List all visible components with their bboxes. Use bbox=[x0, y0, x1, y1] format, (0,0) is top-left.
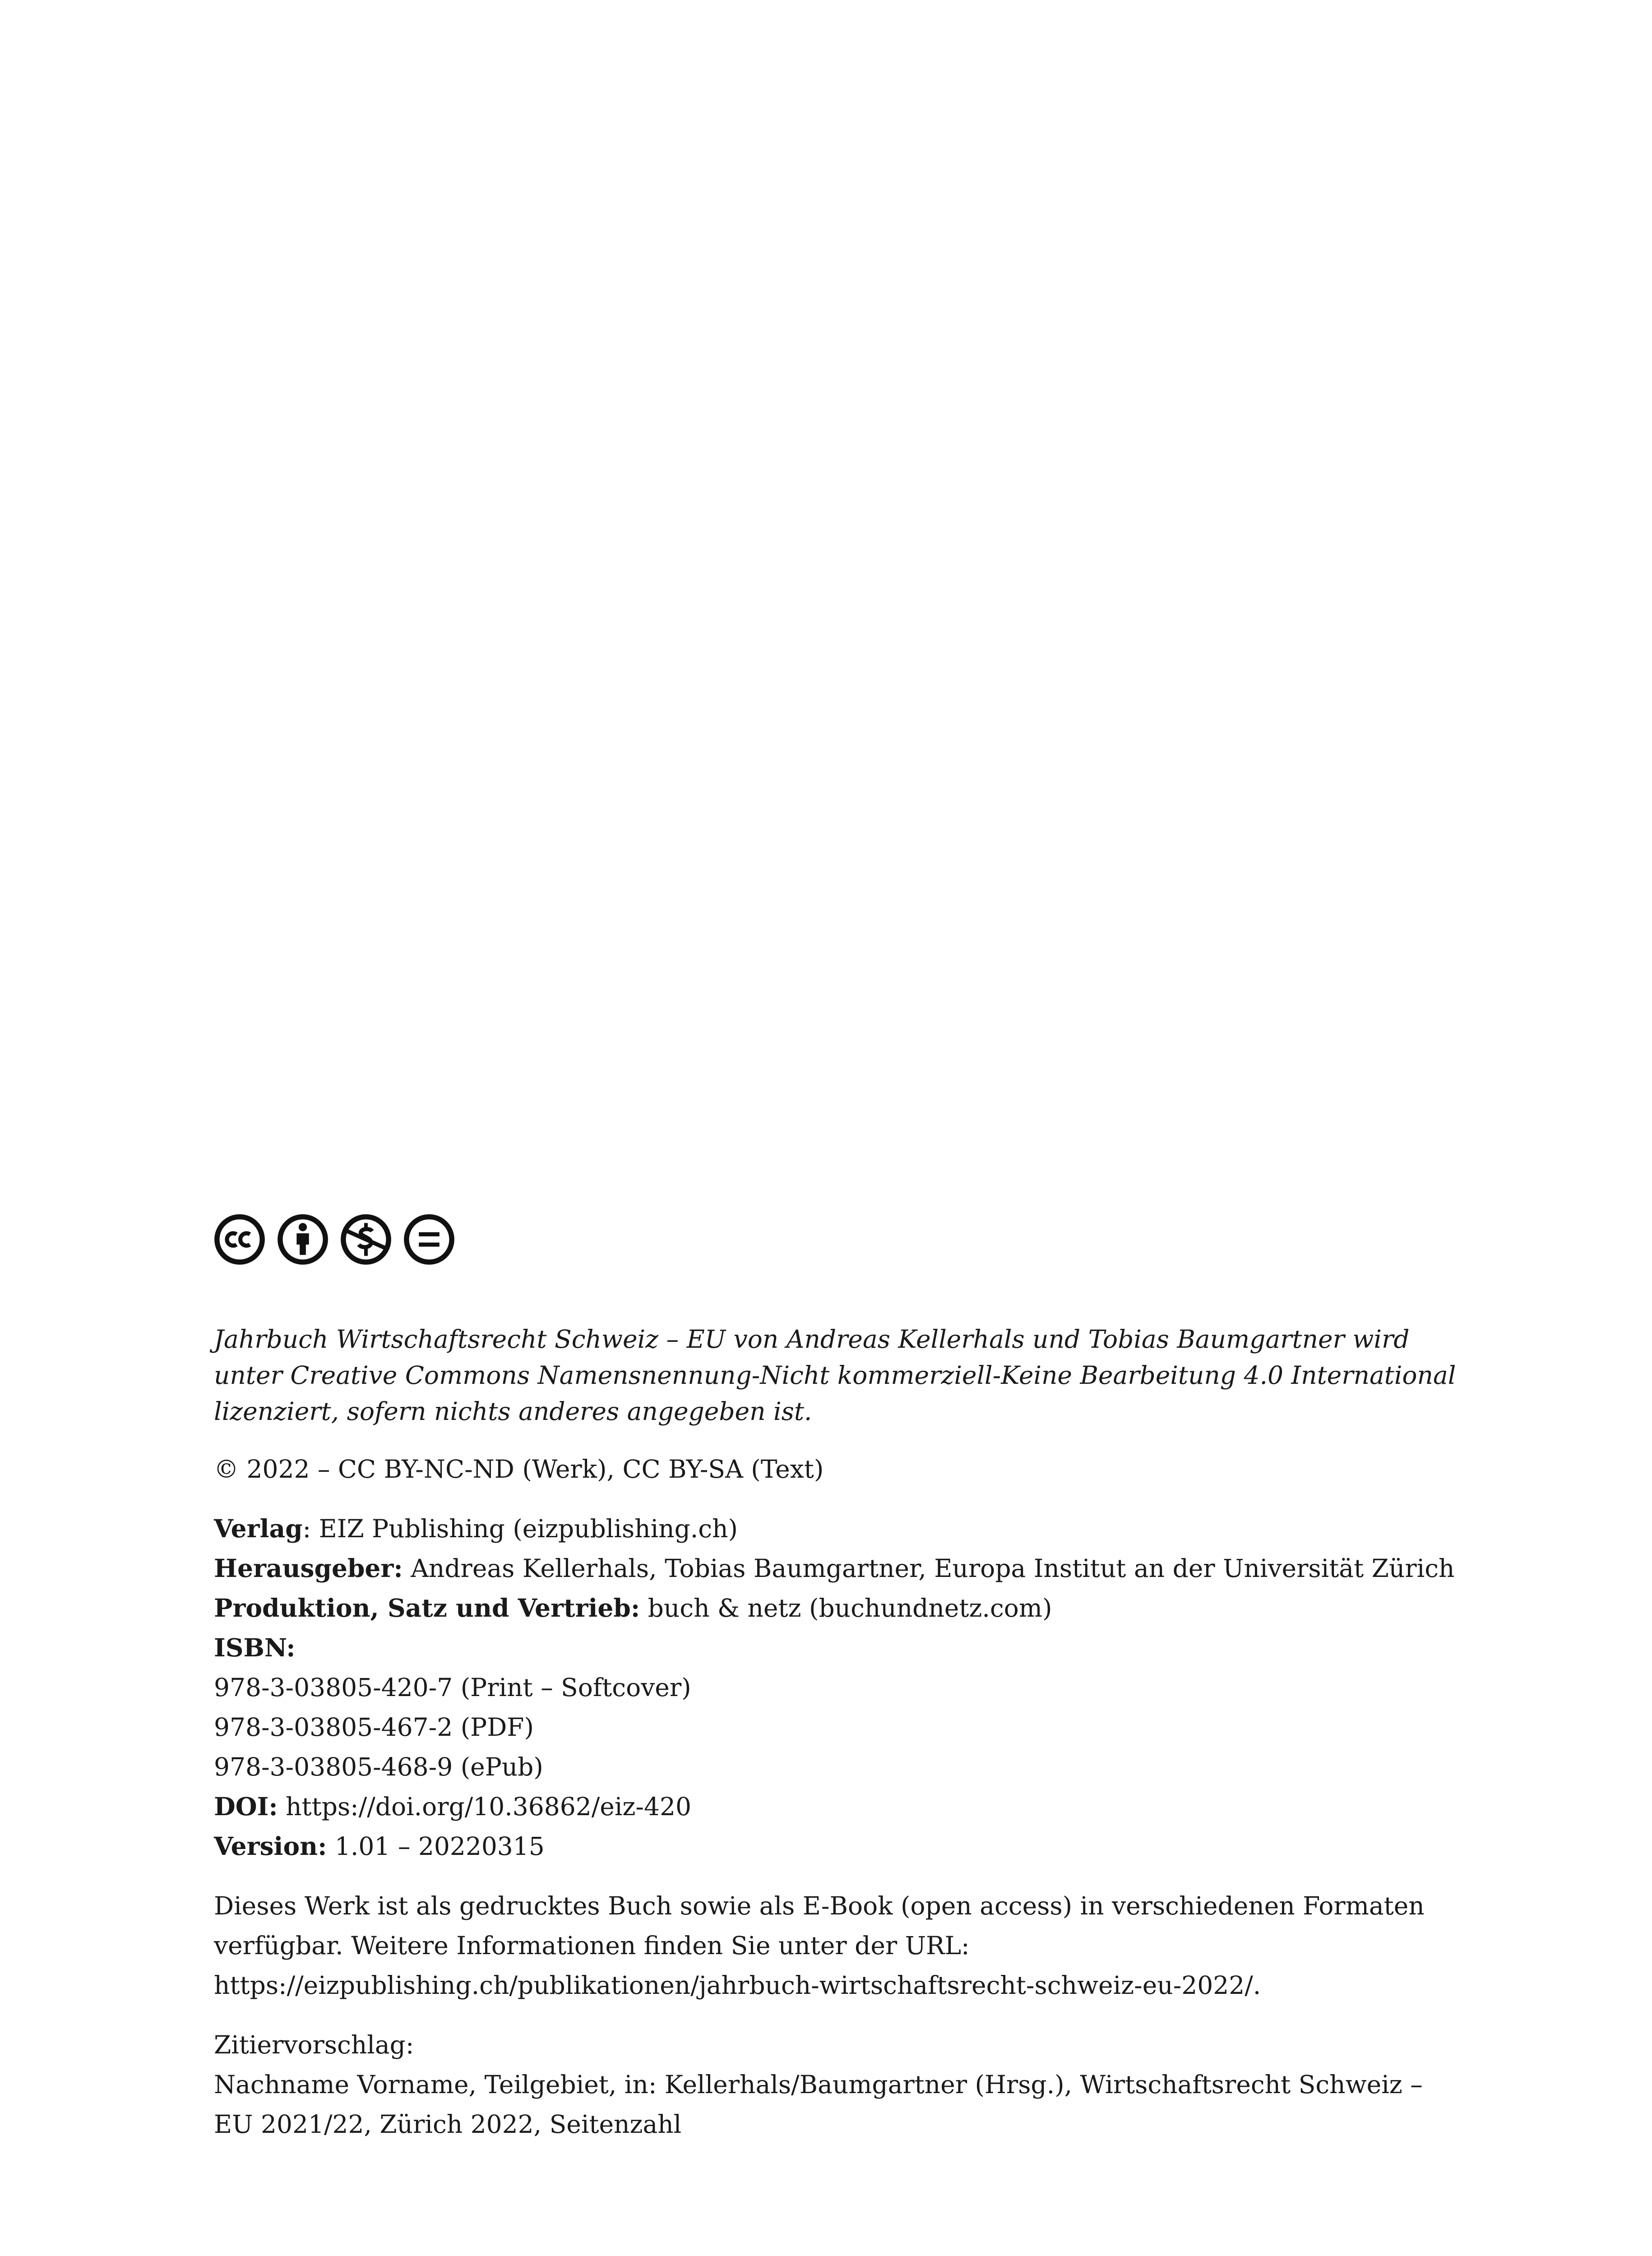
verlag-label: Verlag bbox=[214, 1514, 303, 1543]
license-note: Jahrbuch Wirtschaftsrecht Schweiz – EU von Andreas Kellerhals und Tobias Baumgartner wird unter Creative Commons Namensnennung-Nicht kommerziell-Keine Bearbeitung 4.0 International lizenziert, sofern nichts anderes angegeben ist. bbox=[214, 1325, 1456, 1426]
isbn-label-line bbox=[214, 1628, 1468, 1668]
version-label: Version: bbox=[214, 1831, 327, 1861]
nc-icon bbox=[340, 1214, 392, 1265]
herausgeber-value: Andreas Kellerhals, Tobias Baumgartner, Europa Institut an der Universität Zürich bbox=[403, 1554, 1455, 1583]
imprint-page bbox=[214, 1214, 1468, 2164]
produktion-value: buch & netz (buchundnetz.com) bbox=[640, 1594, 1052, 1623]
herausgeber-line bbox=[214, 1549, 1468, 1588]
availability-note: Dieses Werk ist als gedrucktes Buch sowie als E-Book (open access) in verschiedenen Formaten verfügbar. Weitere Informationen finden Sie unter der URL: https://eizpublishing.ch/publikationen/jahrbuch-wirtschaftsrecht-schweiz-eu-2022/. bbox=[214, 1891, 1425, 2000]
verlag-value: : EIZ Publishing (eizpublishing.ch) bbox=[302, 1514, 738, 1543]
doi-value: https://doi.org/10.36862/eiz-420 bbox=[278, 1792, 691, 1821]
doi-label: DOI: bbox=[214, 1792, 278, 1821]
isbn-label: ISBN: bbox=[214, 1633, 296, 1662]
isbn-pdf: 978-3-03805-467-2 (PDF) bbox=[214, 1713, 534, 1742]
isbn-epub: 978-3-03805-468-9 (ePub) bbox=[214, 1752, 543, 1781]
cc-license-icons bbox=[214, 1214, 1468, 1268]
citation-text: Nachname Vorname, Teilgebiet, in: Kellerhals/Baumgartner (Hrsg.), Wirtschaftsrecht Schweiz – EU 2021/22, Zürich 2022, Seitenzahl bbox=[214, 2070, 1423, 2139]
isbn-print: 978-3-03805-420-7 (Print – Softcover) bbox=[214, 1673, 691, 1702]
cc-icon bbox=[214, 1214, 265, 1265]
imprint-block bbox=[214, 1509, 1468, 1866]
herausgeber-label: Herausgeber: bbox=[214, 1553, 403, 1583]
citation-block bbox=[214, 2025, 1468, 2144]
by-icon bbox=[277, 1214, 329, 1265]
produktion-label: Produktion, Satz und Vertrieb: bbox=[214, 1593, 640, 1623]
produktion-line bbox=[214, 1588, 1468, 1628]
verlag-line bbox=[214, 1509, 1468, 1549]
version-line bbox=[214, 1826, 1468, 1866]
nd-icon bbox=[403, 1214, 455, 1265]
version-value: 1.01 – 20220315 bbox=[327, 1832, 545, 1861]
copyright-line: © 2022 – CC BY-NC-ND (Werk), CC BY-SA (Text) bbox=[214, 1455, 824, 1484]
citation-label: Zitiervorschlag: bbox=[214, 2030, 414, 2059]
doi-line bbox=[214, 1787, 1468, 1826]
